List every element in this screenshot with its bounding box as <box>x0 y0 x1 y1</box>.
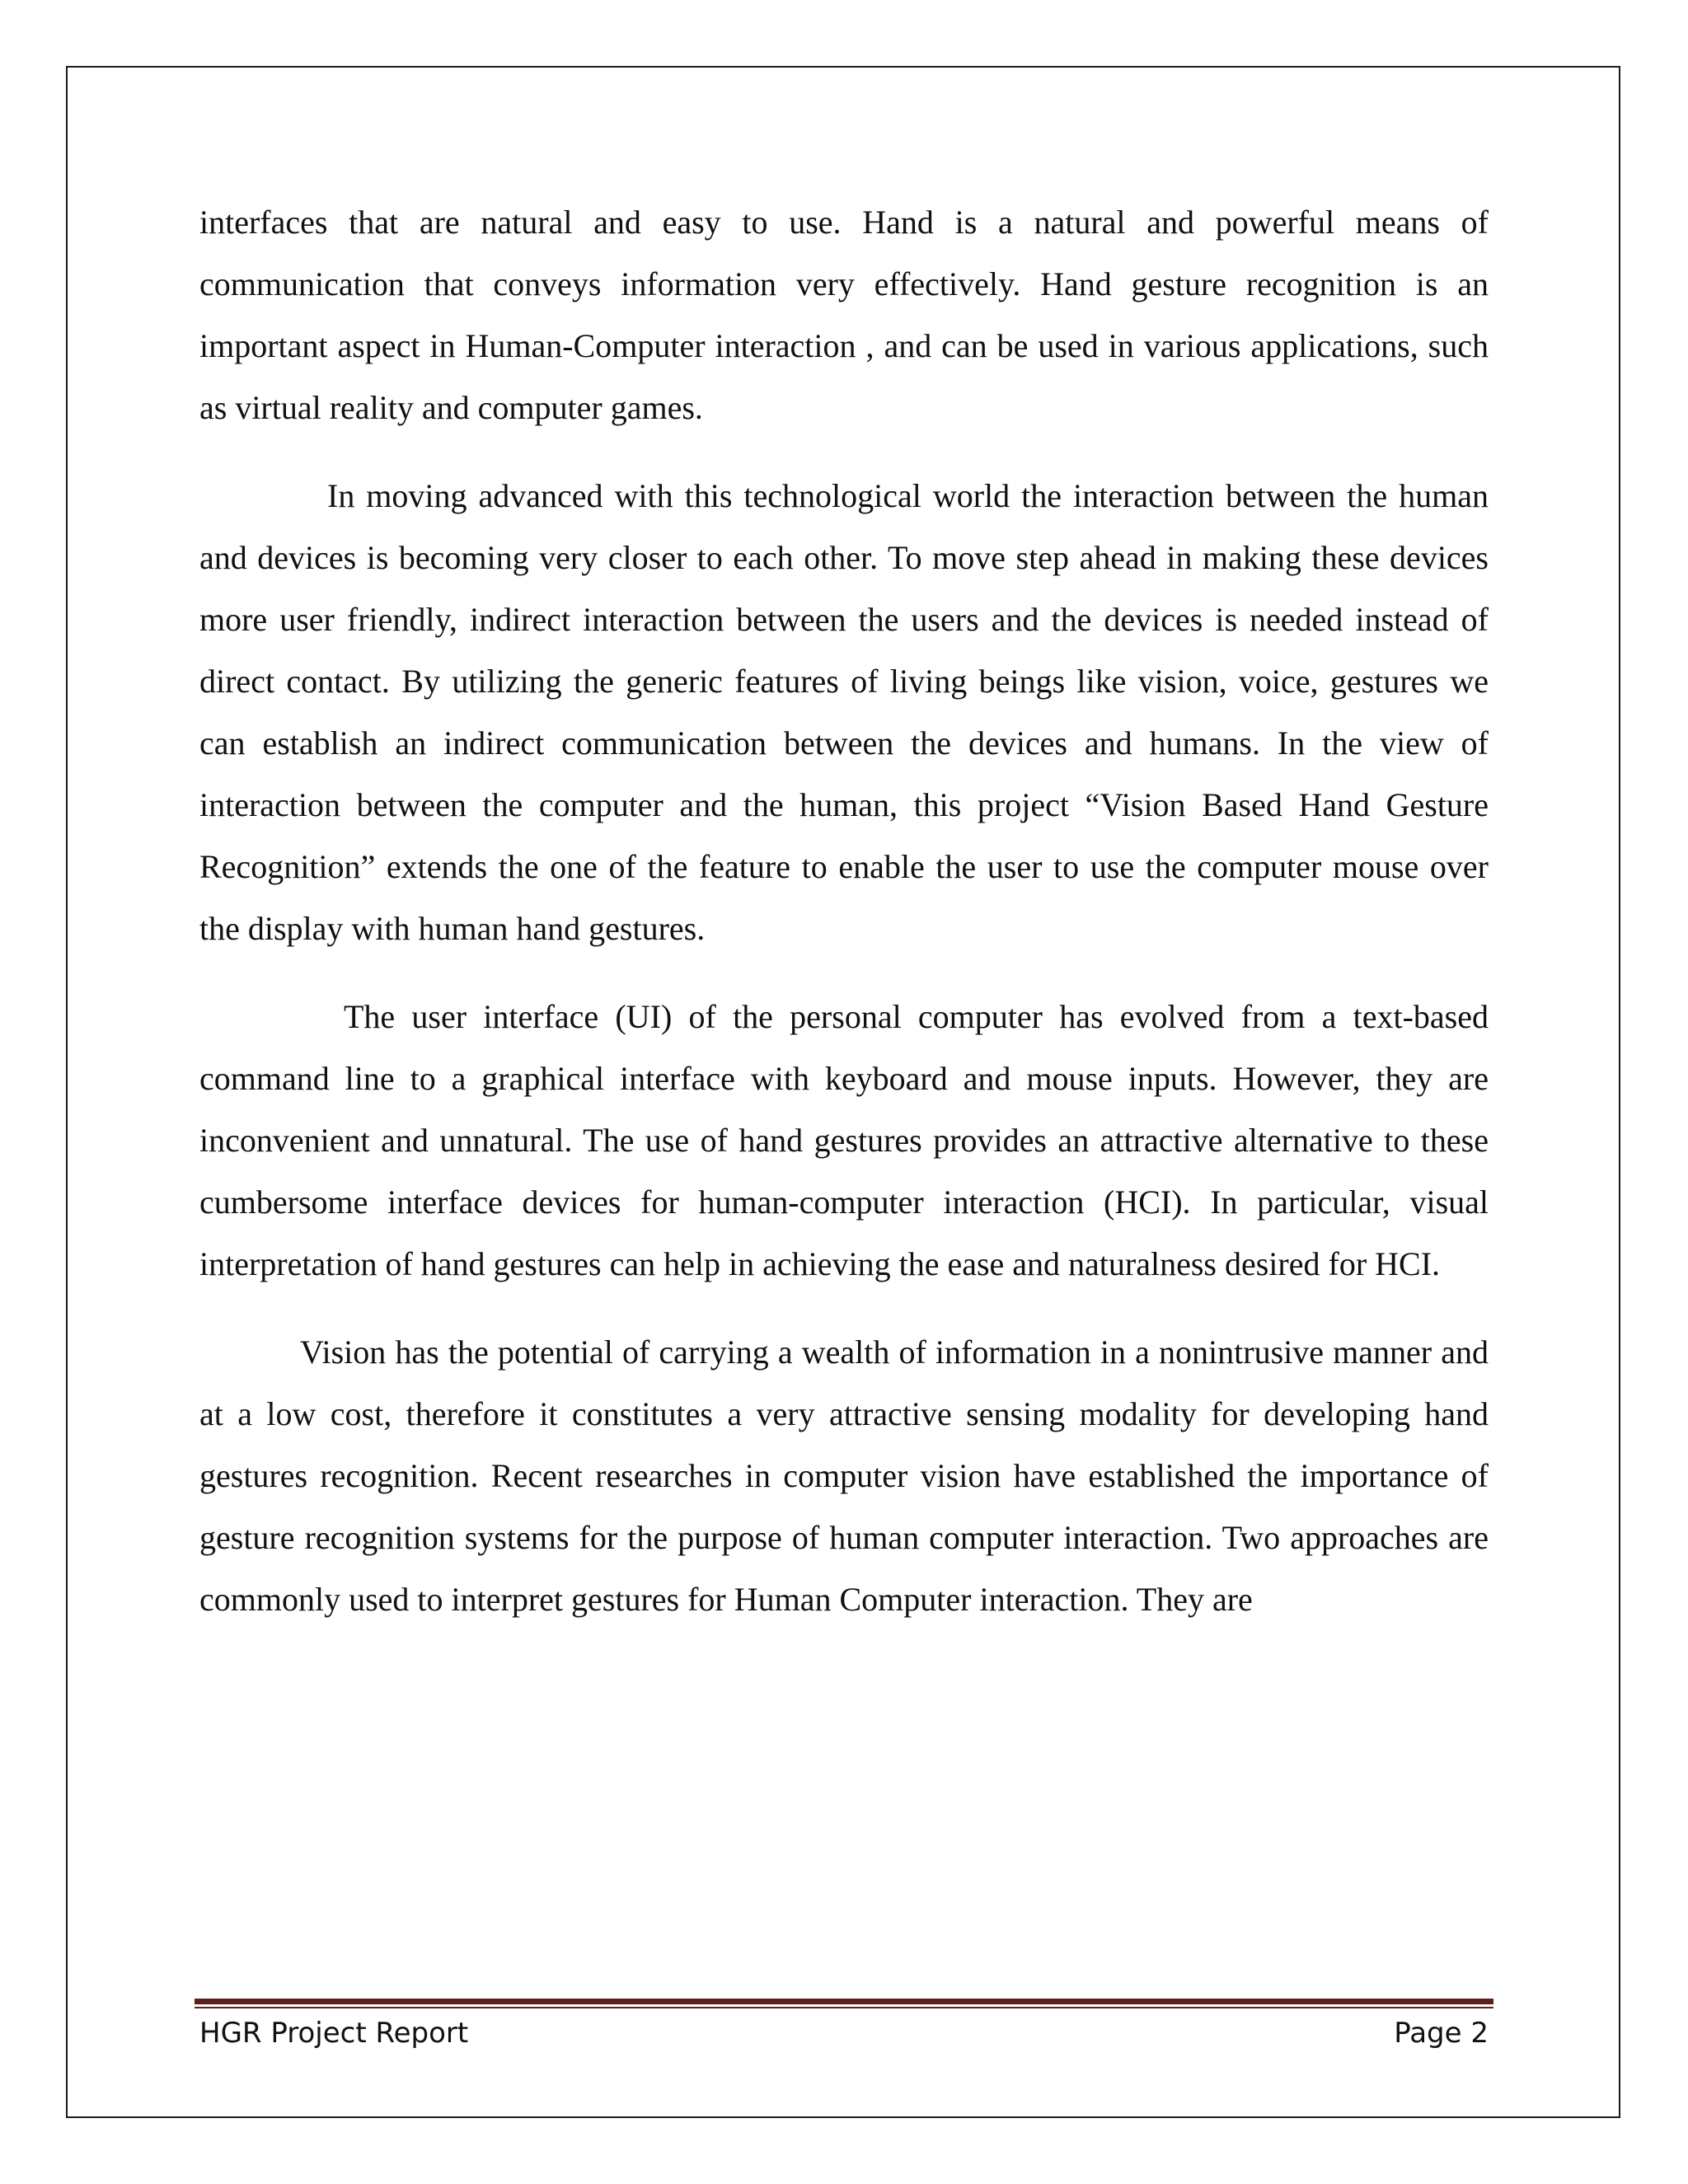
paragraph-4: Vision has the potential of carrying a wealth of information in a nonintrusive manner and at a low cost, therefore it constitutes a very attractive sensing modality for developing hand gestures recognition. Recent researches in computer vision have established the importance of gesture recognition systems for the purpose of human computer interaction. Two approaches are commonly used to interpret gestures for Human Computer interaction. They are <box>199 1333 1489 1618</box>
paragraph-1: interfaces that are natural and easy to use. Hand is a natural and powerful means of communication that conveys information very effectively. Hand gesture recognition is an important aspect in Human-Computer interaction , and can be used in various applications, such as virtual reality and computer games. <box>199 204 1489 426</box>
paragraph-3: The user interface (UI) of the personal computer has evolved from a text-based command line to a graphical interface with keyboard and mouse inputs. However, they are inconvenient and unnatural. The use of hand gestures provides an attractive alternative to these cumbersome interface devices for human-computer interaction (HCI). In particular, visual interpretation of hand gestures can help in achieving the ease and naturalness desired for HCI. <box>199 998 1489 1282</box>
document-body <box>199 191 1489 1657</box>
paragraph-2: In moving advanced with this technological world the interaction between the human and devices is becoming very closer to each other. To move step ahead in making these devices more user friendly, indirect interaction between the users and the devices is needed instead of direct contact. By utilizing the generic features of living beings like vision, voice, gestures we can establish an indirect communication between the devices and humans. In the view of interaction between the computer and the human, this project “Vision Based Hand Gesture Recognition” extends the one of the feature to enable the user to use the computer mouse over the display with human hand gestures. <box>199 477 1489 947</box>
footer-title: HGR Project Report <box>199 2017 469 2050</box>
page-footer <box>199 2013 1489 2054</box>
footer-page-number: Page 2 <box>1394 2017 1489 2050</box>
footer-rule-thick <box>195 1999 1493 2004</box>
footer-rule-thin <box>195 2007 1493 2008</box>
